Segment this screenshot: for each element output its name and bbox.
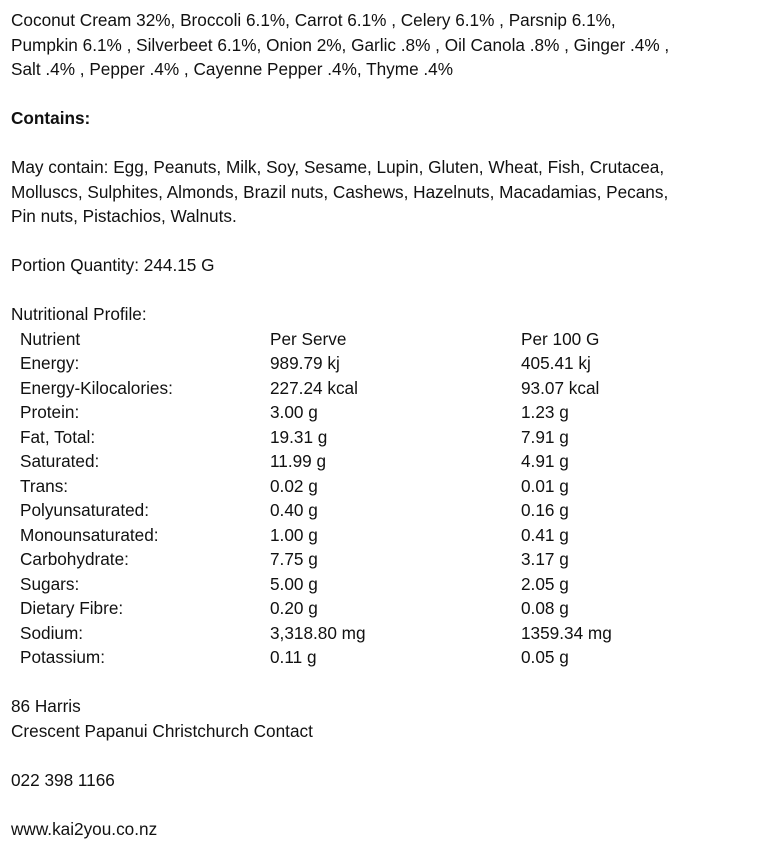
product-label-document <box>11 8 758 841</box>
nutrient-name: Saturated: <box>20 451 100 471</box>
per-100g-value: 0.08 g <box>521 598 569 618</box>
phone-number: 022 398 1166 <box>11 769 115 790</box>
address-block <box>11 694 758 743</box>
nutrition-row <box>20 572 758 597</box>
spacer <box>11 278 758 303</box>
per-serve-value: 989.79 kj <box>270 353 340 373</box>
nutritional-profile-heading: Nutritional Profile: <box>11 304 147 324</box>
address-line: 86 Harris <box>11 696 81 716</box>
nutrient-name: Energy: <box>20 353 80 373</box>
nutrition-row <box>20 449 758 474</box>
nutrient-name: Potassium: <box>20 647 106 667</box>
per-serve-value: 5.00 g <box>270 573 318 594</box>
nutrient-name: Fat, Total: <box>20 426 96 447</box>
nutrition-row <box>20 498 758 523</box>
per-100g-value: 405.41 kj <box>521 353 591 373</box>
per-100g-value: 0.41 g <box>521 524 569 545</box>
spacer <box>11 229 758 254</box>
spacer <box>11 131 758 156</box>
nutrition-row <box>20 400 758 425</box>
may-contain-line: May contain: Egg, Peanuts, Milk, Soy, Sesame, Lupin, Gluten, Wheat, Fish, Crutacea, <box>11 157 665 177</box>
per-serve-value: 0.40 g <box>270 500 318 520</box>
per-100g-value: 0.16 g <box>521 500 569 520</box>
nutrition-row <box>20 547 758 572</box>
per-100g-value: 2.05 g <box>521 573 569 594</box>
nutrient-name: Dietary Fibre: <box>20 598 124 618</box>
spacer <box>11 670 758 695</box>
per-serve-value: 227.24 kcal <box>270 377 358 398</box>
per-serve-value: 3.00 g <box>270 402 318 422</box>
per-serve-value: 0.02 g <box>270 475 318 496</box>
nutrition-row <box>20 645 758 670</box>
per-serve-value: 0.11 g <box>270 647 317 667</box>
nutrient-name: Sodium: <box>20 622 84 643</box>
ingredients-list <box>11 8 758 82</box>
header-nutrient: Nutrient <box>20 328 81 349</box>
address-line: Crescent Papanui Christchurch Contact <box>11 720 313 741</box>
nutrient-name: Trans: <box>20 475 69 496</box>
nutrient-name: Carbohydrate: <box>20 549 129 569</box>
nutrient-name: Monounsaturated: <box>20 524 159 545</box>
nutrition-row <box>20 376 758 401</box>
ingredients-line: Salt .4% , Pepper .4% , Cayenne Pepper .4%, Thyme .4% <box>11 59 454 79</box>
nutrient-name: Protein: <box>20 402 80 422</box>
per-100g-value: 0.05 g <box>521 647 569 667</box>
per-serve-value: 3,318.80 mg <box>270 622 366 643</box>
nutrition-row <box>20 351 758 376</box>
portion-quantity: Portion Quantity: 244.15 G <box>11 255 215 275</box>
nutrition-table-header <box>20 327 758 352</box>
per-serve-value: 0.20 g <box>270 598 318 618</box>
header-per-100g: Per 100 G <box>521 328 600 349</box>
per-100g-value: 3.17 g <box>521 549 569 569</box>
allergen-warning <box>11 155 758 229</box>
header-per-serve: Per Serve <box>270 328 347 349</box>
per-100g-value: 0.01 g <box>521 475 569 496</box>
per-serve-value: 19.31 g <box>270 426 328 447</box>
nutrient-name: Energy-Kilocalories: <box>20 377 173 398</box>
may-contain-line: Molluscs, Sulphites, Almonds, Brazil nuts, Cashews, Hazelnuts, Macadamias, Pecans, <box>11 181 669 202</box>
nutrition-row <box>20 474 758 499</box>
website-url: www.kai2you.co.nz <box>11 818 158 839</box>
per-100g-value: 1.23 g <box>521 402 569 422</box>
nutrition-row <box>20 621 758 646</box>
nutrition-row <box>20 425 758 450</box>
per-serve-value: 7.75 g <box>270 549 318 569</box>
per-100g-value: 93.07 kcal <box>521 377 600 398</box>
spacer <box>11 82 758 107</box>
nutrition-table <box>20 327 758 670</box>
spacer <box>11 743 758 768</box>
nutrition-row <box>20 523 758 548</box>
per-serve-value: 1.00 g <box>270 524 318 545</box>
nutrient-name: Sugars: <box>20 573 80 594</box>
ingredients-line: Coconut Cream 32%, Broccoli 6.1%, Carrot 6.1% , Celery 6.1% , Parsnip 6.1%, <box>11 10 616 30</box>
nutrition-row <box>20 596 758 621</box>
per-100g-value: 4.91 g <box>521 451 569 471</box>
per-serve-value: 11.99 g <box>270 451 327 471</box>
spacer <box>11 792 758 817</box>
nutrient-name: Polyunsaturated: <box>20 500 149 520</box>
may-contain-line: Pin nuts, Pistachios, Walnuts. <box>11 206 237 226</box>
per-100g-value: 7.91 g <box>521 426 569 447</box>
contains-heading: Contains: <box>11 108 91 128</box>
ingredients-line: Pumpkin 6.1% , Silverbeet 6.1%, Onion 2%, Garlic .8% , Oil Canola .8% , Ginger .4% , <box>11 34 670 55</box>
per-100g-value: 1359.34 mg <box>521 622 612 643</box>
